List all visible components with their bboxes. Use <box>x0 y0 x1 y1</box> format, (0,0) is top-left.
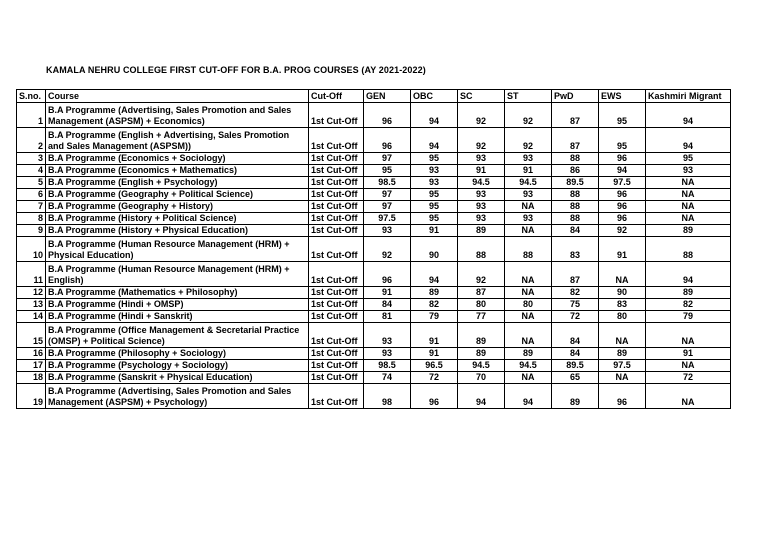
cell-st: 92 <box>505 128 552 153</box>
cell-kashmiri-migrant: 94 <box>646 128 731 153</box>
table-row <box>17 189 731 201</box>
cell-kashmiri-migrant: NA <box>646 360 731 372</box>
table-row <box>17 384 731 409</box>
header-course: Course <box>46 90 309 103</box>
cell-cutoff: 1st Cut-Off <box>309 311 364 323</box>
header-gen: GEN <box>364 90 411 103</box>
cell-ews: NA <box>599 372 646 384</box>
cell-kashmiri-migrant: 88 <box>646 237 731 262</box>
cell-pwd: 88 <box>552 189 599 201</box>
cell-cutoff: 1st Cut-Off <box>309 323 364 348</box>
cell-st: 92 <box>505 103 552 128</box>
header-kashmiri-migrant: Kashmiri Migrant <box>646 90 731 103</box>
cell-gen: 96 <box>364 103 411 128</box>
cell-ews: 92 <box>599 225 646 237</box>
cell-course: B.A Programme (Human Resource Management (HRM) + English) <box>46 262 309 287</box>
cell-gen: 92 <box>364 237 411 262</box>
cell-sc: 92 <box>458 262 505 287</box>
cell-ews: 96 <box>599 213 646 225</box>
table-row <box>17 165 731 177</box>
cell-gen: 98 <box>364 384 411 409</box>
table-row <box>17 311 731 323</box>
cell-cutoff: 1st Cut-Off <box>309 262 364 287</box>
cell-ews: NA <box>599 262 646 287</box>
cell-gen: 98.5 <box>364 177 411 189</box>
cell-sc: 89 <box>458 225 505 237</box>
cell-obc: 93 <box>411 177 458 189</box>
cell-kashmiri-migrant: NA <box>646 213 731 225</box>
cell-course: B.A Programme (Hindi + Sanskrit) <box>46 311 309 323</box>
cell-course: B.A Programme (Economics + Mathematics) <box>46 165 309 177</box>
cell-cutoff: 1st Cut-Off <box>309 213 364 225</box>
cell-cutoff: 1st Cut-Off <box>309 384 364 409</box>
cell-pwd: 75 <box>552 299 599 311</box>
cell-cutoff: 1st Cut-Off <box>309 201 364 213</box>
cell-course: B.A Programme (Mathematics + Philosophy) <box>46 287 309 299</box>
document-title: KAMALA NEHRU COLLEGE FIRST CUT-OFF FOR B.A. PROG COURSES (AY 2021-2022) <box>46 65 426 75</box>
cell-course: B.A Programme (Advertising, Sales Promotion and Sales Management (ASPSM) + Psychology) <box>46 384 309 409</box>
cell-cutoff: 1st Cut-Off <box>309 177 364 189</box>
cell-ews: 83 <box>599 299 646 311</box>
cutoff-table <box>16 89 731 409</box>
cell-obc: 96 <box>411 384 458 409</box>
cell-course: B.A Programme (History + Political Science) <box>46 213 309 225</box>
cell-ews: 97.5 <box>599 360 646 372</box>
cell-obc: 95 <box>411 201 458 213</box>
cell-kashmiri-migrant: NA <box>646 384 731 409</box>
cell-st: 93 <box>505 189 552 201</box>
cell-pwd: 89.5 <box>552 177 599 189</box>
cell-obc: 94 <box>411 128 458 153</box>
cell-sc: 88 <box>458 237 505 262</box>
cell-kashmiri-migrant: NA <box>646 189 731 201</box>
cell-kashmiri-migrant: NA <box>646 201 731 213</box>
cell-cutoff: 1st Cut-Off <box>309 348 364 360</box>
cell-gen: 98.5 <box>364 360 411 372</box>
cell-pwd: 87 <box>552 103 599 128</box>
cell-course: B.A Programme (Human Resource Management (HRM) + Physical Education) <box>46 237 309 262</box>
cell-ews: 96 <box>599 384 646 409</box>
cell-course: B.A Programme (Advertising, Sales Promotion and Sales Management (ASPSM) + Economics) <box>46 103 309 128</box>
cell-cutoff: 1st Cut-Off <box>309 189 364 201</box>
cell-ews: 91 <box>599 237 646 262</box>
cell-sc: 93 <box>458 153 505 165</box>
cell-obc: 91 <box>411 225 458 237</box>
cell-pwd: 87 <box>552 262 599 287</box>
cell-sc: 92 <box>458 128 505 153</box>
cell-gen: 97 <box>364 153 411 165</box>
cell-pwd: 84 <box>552 323 599 348</box>
cell-cutoff: 1st Cut-Off <box>309 299 364 311</box>
cell-obc: 93 <box>411 165 458 177</box>
cell-st: 93 <box>505 153 552 165</box>
header-st: ST <box>505 90 552 103</box>
cell-pwd: 88 <box>552 201 599 213</box>
cell-pwd: 72 <box>552 311 599 323</box>
cell-pwd: 82 <box>552 287 599 299</box>
cell-cutoff: 1st Cut-Off <box>309 237 364 262</box>
cell-pwd: 88 <box>552 153 599 165</box>
cell-st: 94 <box>505 384 552 409</box>
cell-kashmiri-migrant: 94 <box>646 262 731 287</box>
cell-sc: 94.5 <box>458 360 505 372</box>
cell-sc: 77 <box>458 311 505 323</box>
cell-course: B.A Programme (Sanskrit + Physical Education) <box>46 372 309 384</box>
cell-kashmiri-migrant: 82 <box>646 299 731 311</box>
table-row <box>17 348 731 360</box>
cell-st: NA <box>505 311 552 323</box>
cell-sno: 10 <box>17 237 46 262</box>
table-row <box>17 213 731 225</box>
cell-obc: 95 <box>411 189 458 201</box>
cell-st: NA <box>505 225 552 237</box>
cell-course: B.A Programme (Hindi + OMSP) <box>46 299 309 311</box>
table-row <box>17 262 731 287</box>
cell-course: B.A Programme (Geography + History) <box>46 201 309 213</box>
cell-sno: 4 <box>17 165 46 177</box>
table-row <box>17 201 731 213</box>
cell-sno: 6 <box>17 189 46 201</box>
table-row <box>17 323 731 348</box>
cell-sc: 93 <box>458 189 505 201</box>
cell-pwd: 87 <box>552 128 599 153</box>
cell-ews: 90 <box>599 287 646 299</box>
cell-pwd: 65 <box>552 372 599 384</box>
table-row <box>17 225 731 237</box>
cell-sno: 9 <box>17 225 46 237</box>
cell-kashmiri-migrant: 91 <box>646 348 731 360</box>
cell-course: B.A Programme (Philosophy + Sociology) <box>46 348 309 360</box>
cell-gen: 91 <box>364 287 411 299</box>
cell-sno: 13 <box>17 299 46 311</box>
cell-sno: 8 <box>17 213 46 225</box>
table-row <box>17 153 731 165</box>
cell-gen: 93 <box>364 225 411 237</box>
cell-obc: 91 <box>411 323 458 348</box>
cell-gen: 96 <box>364 128 411 153</box>
header-row <box>17 90 731 103</box>
table-row <box>17 372 731 384</box>
cell-ews: 89 <box>599 348 646 360</box>
table-row <box>17 237 731 262</box>
cell-sc: 93 <box>458 201 505 213</box>
cell-cutoff: 1st Cut-Off <box>309 128 364 153</box>
cell-sc: 92 <box>458 103 505 128</box>
cell-sno: 5 <box>17 177 46 189</box>
cell-ews: 95 <box>599 128 646 153</box>
cell-sno: 12 <box>17 287 46 299</box>
cell-ews: 97.5 <box>599 177 646 189</box>
cell-gen: 97 <box>364 201 411 213</box>
header-pwd: PwD <box>552 90 599 103</box>
cell-sno: 1 <box>17 103 46 128</box>
header-sc: SC <box>458 90 505 103</box>
cell-st: 88 <box>505 237 552 262</box>
cell-sc: 94 <box>458 384 505 409</box>
header-obc: OBC <box>411 90 458 103</box>
cell-gen: 95 <box>364 165 411 177</box>
cell-sc: 70 <box>458 372 505 384</box>
cell-obc: 91 <box>411 348 458 360</box>
cell-sno: 19 <box>17 384 46 409</box>
cell-st: NA <box>505 287 552 299</box>
cell-ews: 94 <box>599 165 646 177</box>
cell-obc: 95 <box>411 213 458 225</box>
cell-obc: 72 <box>411 372 458 384</box>
cell-sno: 3 <box>17 153 46 165</box>
cell-obc: 89 <box>411 287 458 299</box>
cell-gen: 74 <box>364 372 411 384</box>
cell-sc: 89 <box>458 323 505 348</box>
cell-ews: 80 <box>599 311 646 323</box>
cell-cutoff: 1st Cut-Off <box>309 287 364 299</box>
cell-course: B.A Programme (English + Psychology) <box>46 177 309 189</box>
cell-course: B.A Programme (English + Advertising, Sales Promotion and Sales Management (ASPSM)) <box>46 128 309 153</box>
cell-ews: 96 <box>599 189 646 201</box>
cell-st: 94.5 <box>505 177 552 189</box>
cell-cutoff: 1st Cut-Off <box>309 360 364 372</box>
cell-kashmiri-migrant: 93 <box>646 165 731 177</box>
cell-obc: 79 <box>411 311 458 323</box>
cell-kashmiri-migrant: 89 <box>646 287 731 299</box>
cell-sno: 2 <box>17 128 46 153</box>
table-row <box>17 128 731 153</box>
cell-cutoff: 1st Cut-Off <box>309 165 364 177</box>
cell-gen: 81 <box>364 311 411 323</box>
table-row <box>17 177 731 189</box>
cell-course: B.A Programme (Psychology + Sociology) <box>46 360 309 372</box>
cell-st: NA <box>505 323 552 348</box>
cell-course: B.A Programme (Economics + Sociology) <box>46 153 309 165</box>
cell-sno: 17 <box>17 360 46 372</box>
cell-pwd: 89.5 <box>552 360 599 372</box>
cell-st: NA <box>505 201 552 213</box>
cell-kashmiri-migrant: 79 <box>646 311 731 323</box>
cell-sc: 80 <box>458 299 505 311</box>
cell-sc: 87 <box>458 287 505 299</box>
cell-pwd: 84 <box>552 348 599 360</box>
cell-sc: 89 <box>458 348 505 360</box>
cell-sno: 11 <box>17 262 46 287</box>
header-ews: EWS <box>599 90 646 103</box>
table-body <box>17 103 731 409</box>
cell-sc: 91 <box>458 165 505 177</box>
cell-pwd: 88 <box>552 213 599 225</box>
table-row <box>17 299 731 311</box>
cell-pwd: 89 <box>552 384 599 409</box>
cell-sno: 16 <box>17 348 46 360</box>
cell-obc: 90 <box>411 237 458 262</box>
cell-st: 89 <box>505 348 552 360</box>
cell-gen: 84 <box>364 299 411 311</box>
cell-sc: 94.5 <box>458 177 505 189</box>
cell-gen: 97.5 <box>364 213 411 225</box>
cell-obc: 94 <box>411 103 458 128</box>
cell-ews: 96 <box>599 201 646 213</box>
cell-pwd: 84 <box>552 225 599 237</box>
cell-pwd: 83 <box>552 237 599 262</box>
table-row <box>17 360 731 372</box>
cell-cutoff: 1st Cut-Off <box>309 372 364 384</box>
cell-cutoff: 1st Cut-Off <box>309 153 364 165</box>
table-row <box>17 103 731 128</box>
cell-st: 93 <box>505 213 552 225</box>
cell-st: 91 <box>505 165 552 177</box>
cell-pwd: 86 <box>552 165 599 177</box>
header-cutoff: Cut-Off <box>309 90 364 103</box>
cell-obc: 82 <box>411 299 458 311</box>
cell-st: NA <box>505 372 552 384</box>
cell-course: B.A Programme (Geography + Political Science) <box>46 189 309 201</box>
cell-kashmiri-migrant: NA <box>646 177 731 189</box>
cell-sno: 15 <box>17 323 46 348</box>
cell-sc: 93 <box>458 213 505 225</box>
cell-sno: 18 <box>17 372 46 384</box>
cell-cutoff: 1st Cut-Off <box>309 225 364 237</box>
cell-course: B.A Programme (Office Management & Secretarial Practice (OMSP) + Political Science) <box>46 323 309 348</box>
cell-kashmiri-migrant: NA <box>646 323 731 348</box>
cell-cutoff: 1st Cut-Off <box>309 103 364 128</box>
cell-course: B.A Programme (History + Physical Education) <box>46 225 309 237</box>
cell-obc: 94 <box>411 262 458 287</box>
cell-st: 80 <box>505 299 552 311</box>
cell-ews: 95 <box>599 103 646 128</box>
table-row <box>17 287 731 299</box>
cell-sno: 14 <box>17 311 46 323</box>
cell-st: NA <box>505 262 552 287</box>
cell-ews: 96 <box>599 153 646 165</box>
cell-gen: 93 <box>364 348 411 360</box>
cell-kashmiri-migrant: 94 <box>646 103 731 128</box>
cell-gen: 96 <box>364 262 411 287</box>
cell-gen: 93 <box>364 323 411 348</box>
cell-gen: 97 <box>364 189 411 201</box>
cell-kashmiri-migrant: 95 <box>646 153 731 165</box>
cell-st: 94.5 <box>505 360 552 372</box>
cell-sno: 7 <box>17 201 46 213</box>
cell-kashmiri-migrant: 89 <box>646 225 731 237</box>
cell-obc: 95 <box>411 153 458 165</box>
cell-obc: 96.5 <box>411 360 458 372</box>
cell-kashmiri-migrant: 72 <box>646 372 731 384</box>
cell-ews: NA <box>599 323 646 348</box>
header-sno: S.no. <box>17 90 46 103</box>
